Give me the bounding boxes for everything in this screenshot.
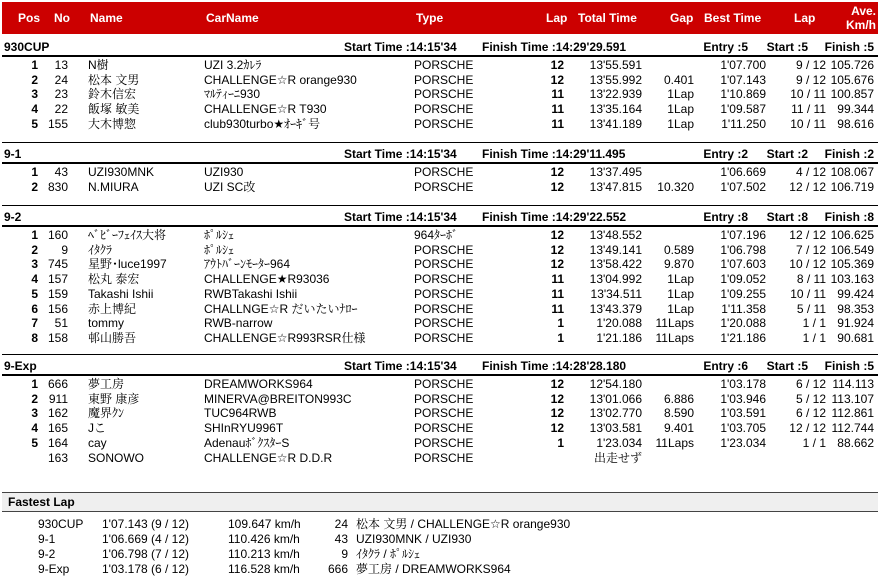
cell-no: 745 — [47, 257, 68, 271]
cell-blap: 1 / 1 — [802, 331, 826, 345]
cell-pos: 2 — [31, 73, 38, 87]
cell-type: PORSCHE — [414, 392, 474, 406]
cell-blap: 10 / 11 — [790, 117, 826, 131]
cell-car: UZI SC改 — [204, 180, 256, 194]
cell-blap: 1 / 1 — [802, 436, 826, 450]
col-best-time: Best Time — [704, 11, 762, 25]
cell-lap: 12 — [550, 421, 564, 435]
cell-blap: 9 / 12 — [795, 58, 826, 72]
cell-no: 160 — [47, 228, 68, 242]
cell-gap: 1Lap — [667, 102, 694, 116]
section-entry: Entry :5 — [703, 40, 748, 54]
cell-gap: 9.870 — [663, 257, 694, 271]
cell-name: ｲﾀｸﾗ — [88, 243, 113, 257]
cell-pos: 1 — [31, 228, 38, 242]
cell-name: 松丸 泰宏 — [88, 272, 140, 286]
cell-name: 松本 文男 — [88, 73, 140, 87]
cell-ave: 105.369 — [830, 257, 874, 271]
section-name: 9-Exp — [4, 359, 37, 373]
cell-lap: 12 — [550, 243, 564, 257]
cell-car: CHALLENGE☆R D.D.R — [204, 451, 333, 465]
section-name: 9-2 — [4, 210, 22, 224]
cell-type: PORSCHE — [414, 331, 474, 345]
cell-ave: 112.744 — [831, 421, 874, 435]
cell-total: 12'54.180 — [589, 377, 642, 391]
cell-no: 157 — [47, 272, 68, 286]
fastest-driver: 夢工房 / DREAMWORKS964 — [356, 562, 511, 576]
cell-gap: 11Laps — [655, 331, 694, 345]
cell-name: 夢工房 — [88, 377, 125, 391]
fastest-driver: UZI930MNK / UZI930 — [356, 532, 472, 546]
cell-blap: 6 / 12 — [795, 406, 826, 420]
cell-lap: 11 — [551, 102, 564, 116]
cell-lap: 12 — [550, 377, 564, 391]
fastest-speed: 110.213 km/h — [228, 547, 300, 561]
section-finish-count: Finish :8 — [824, 210, 874, 224]
section-start-time: Start Time :14:15'34 — [344, 147, 457, 161]
cell-type: PORSCHE — [414, 436, 474, 450]
cell-no: 159 — [47, 287, 68, 301]
cell-pos: 5 — [31, 436, 38, 450]
cell-ave: 113.107 — [831, 392, 874, 406]
cell-ave: 99.344 — [837, 102, 874, 116]
column-header-bar — [2, 2, 878, 34]
col-carname: CarName — [206, 11, 259, 25]
cell-ave: 112.861 — [831, 406, 874, 420]
cell-best: 1'09.052 — [720, 272, 766, 286]
cell-gap: 11Laps — [655, 436, 694, 450]
cell-best: 1'03.591 — [720, 406, 766, 420]
col-ave: Ave. — [851, 4, 876, 18]
cell-gap: 10.320 — [657, 180, 694, 194]
cell-gap: 0.589 — [663, 243, 694, 257]
cell-pos: 1 — [31, 165, 38, 179]
cell-lap: 1 — [557, 331, 564, 345]
cell-car: CHALLENGE☆R orange930 — [204, 73, 357, 87]
cell-best: 1'03.178 — [720, 377, 766, 391]
cell-type: PORSCHE — [414, 87, 474, 101]
cell-no: 164 — [47, 436, 68, 450]
cell-lap: 12 — [550, 165, 564, 179]
fastest-driver: 松本 文男 / CHALLENGE☆R orange930 — [356, 517, 571, 531]
cell-gap: 1Lap — [667, 87, 694, 101]
section-start-count: Start :5 — [766, 40, 808, 54]
col-lap: Lap — [546, 11, 568, 25]
cell-pos: 8 — [31, 331, 38, 345]
col-no: No — [54, 11, 70, 25]
cell-pos: 3 — [31, 406, 38, 420]
cell-pos: 2 — [31, 392, 38, 406]
cell-lap: 1 — [557, 436, 564, 450]
fastest-no: 666 — [327, 562, 348, 576]
cell-name: 飯塚 敏美 — [88, 102, 140, 116]
cell-type: PORSCHE — [414, 243, 474, 257]
cell-pos: 2 — [31, 180, 38, 194]
cell-name: SONOWO — [88, 451, 144, 465]
cell-no: 24 — [54, 73, 68, 87]
cell-ave: 105.676 — [830, 73, 874, 87]
cell-lap: 11 — [551, 87, 564, 101]
fastest-no: 9 — [341, 547, 348, 561]
cell-name: 東野 康彦 — [88, 392, 140, 406]
cell-ave: 106.549 — [830, 243, 874, 257]
fastest-cls: 9-Exp — [38, 562, 70, 576]
cell-no: 51 — [54, 316, 68, 330]
cell-pos: 5 — [31, 117, 38, 131]
cell-name: 鈴木信宏 — [88, 87, 137, 101]
cell-lap: 12 — [550, 228, 564, 242]
cell-total: 1'20.088 — [596, 316, 642, 330]
fastest-time: 1'06.798 (7 / 12) — [102, 547, 190, 561]
cell-car: MINERVA@BREITON993C — [204, 392, 352, 406]
section-start-time: Start Time :14:15'34 — [344, 210, 457, 224]
cell-ave: 100.857 — [830, 87, 874, 101]
cell-total: 13'03.581 — [589, 421, 642, 435]
cell-lap: 11 — [551, 272, 564, 286]
cell-best: 1'11.358 — [721, 302, 766, 316]
cell-type: PORSCHE — [414, 316, 474, 330]
cell-car: ﾎﾟﾙｼｪ — [204, 228, 235, 242]
cell-name: Jこ — [88, 421, 107, 435]
cell-lap: 12 — [550, 58, 564, 72]
section-finish-time: Finish Time :14:29'22.552 — [482, 210, 627, 224]
cell-best: 1'09.255 — [720, 287, 766, 301]
cell-type: PORSCHE — [414, 73, 474, 87]
cell-best: 1'07.502 — [720, 180, 766, 194]
cell-blap: 5 / 12 — [795, 392, 826, 406]
cell-total: 13'01.066 — [589, 392, 642, 406]
cell-pos: 2 — [31, 243, 38, 257]
cell-type: PORSCHE — [414, 421, 474, 435]
fastest-no: 24 — [334, 517, 348, 531]
cell-car: RWB-narrow — [204, 316, 273, 330]
section-separator — [2, 354, 878, 355]
cell-name: 大木博惣 — [88, 117, 137, 131]
cell-best: 1'23.034 — [720, 436, 766, 450]
cell-car: TUC964RWB — [204, 406, 277, 420]
cell-type: PORSCHE — [414, 180, 474, 194]
cell-gap: 1Lap — [667, 117, 694, 131]
section-finish-count: Finish :5 — [824, 40, 874, 54]
cell-ave: 99.424 — [837, 287, 874, 301]
cell-name: cay — [88, 436, 107, 450]
col-name: Name — [90, 11, 123, 25]
cell-gap: 9.401 — [663, 421, 694, 435]
cell-type: 964ﾀｰﾎﾞ — [414, 228, 459, 242]
fastest-lap-header — [2, 492, 878, 512]
cell-ave: 98.616 — [837, 117, 874, 131]
cell-blap: 10 / 12 — [789, 257, 826, 271]
fastest-time: 1'03.178 (6 / 12) — [102, 562, 190, 576]
cell-car: club930turbo★ｵｰｷﾞ号 — [204, 117, 321, 131]
cell-best: 1'10.869 — [720, 87, 766, 101]
cell-best: 1'11.250 — [721, 117, 766, 131]
cell-total: 13'55.591 — [589, 58, 642, 72]
cell-lap: 12 — [550, 257, 564, 271]
cell-total: 13'04.992 — [589, 272, 642, 286]
cell-gap: 1Lap — [667, 272, 694, 286]
fastest-cls: 9-2 — [38, 547, 56, 561]
cell-best: 1'03.705 — [720, 421, 766, 435]
cell-car: RWBTakashi Ishii — [204, 287, 298, 301]
fastest-time: 1'07.143 (9 / 12) — [102, 517, 190, 531]
cell-total: 13'37.495 — [589, 165, 642, 179]
cell-name: Takashi Ishii — [88, 287, 154, 301]
cell-car: UZI 3.2ｶﾚﾗ — [204, 58, 262, 72]
cell-lap: 12 — [550, 180, 564, 194]
cell-car: CHALLNGE☆R だいたいﾅﾛｰ — [204, 302, 358, 316]
cell-total: 13'47.815 — [589, 180, 642, 194]
cell-name: 邨山勝吾 — [88, 331, 137, 345]
cell-type: PORSCHE — [414, 302, 474, 316]
cell-car: AdenauﾎﾞｸｽﾀｰS — [204, 436, 290, 450]
col-best-lap: Lap — [794, 11, 816, 25]
cell-total: 13'22.939 — [589, 87, 642, 101]
cell-lap: 12 — [550, 392, 564, 406]
cell-lap: 11 — [551, 302, 564, 316]
cell-pos: 4 — [31, 102, 38, 116]
cell-no: 162 — [47, 406, 68, 420]
col-type: Type — [416, 11, 444, 25]
cell-type: PORSCHE — [414, 102, 474, 116]
cell-lap: 12 — [550, 406, 564, 420]
col-kmh: Km/h — [846, 18, 876, 32]
cell-best: 1'06.669 — [720, 165, 766, 179]
cell-gap: 1Lap — [667, 302, 694, 316]
cell-no: 9 — [61, 243, 68, 257]
cell-no: 23 — [54, 87, 68, 101]
cell-gap: 11Laps — [655, 316, 694, 330]
section-start-time: Start Time :14:15'34 — [344, 40, 457, 54]
cell-total: 13'43.379 — [589, 302, 642, 316]
fastest-lap-title: Fastest Lap — [8, 495, 75, 509]
cell-no: 156 — [47, 302, 68, 316]
fastest-cls: 930CUP — [38, 517, 84, 531]
cell-total: 13'34.511 — [590, 287, 642, 301]
cell-lap: 12 — [550, 73, 564, 87]
cell-type: PORSCHE — [414, 272, 474, 286]
section-finish-time: Finish Time :14:28'28.180 — [482, 359, 627, 373]
cell-best: 1'07.143 — [720, 73, 766, 87]
cell-name: N樹 — [88, 58, 109, 72]
cell-lap: 11 — [551, 117, 564, 131]
cell-pos: 4 — [31, 421, 38, 435]
cell-blap: 7 / 12 — [795, 243, 826, 257]
cell-total: 13'41.189 — [589, 117, 642, 131]
fastest-driver: ｲﾀｸﾗ / ﾎﾟﾙｼｪ — [356, 547, 421, 561]
cell-car: CHALLENGE☆R T930 — [204, 102, 327, 116]
section-start-count: Start :8 — [766, 210, 808, 224]
cell-ave: 106.625 — [830, 228, 874, 242]
cell-gap: 0.401 — [663, 73, 694, 87]
cell-name: 星野･luce1997 — [88, 257, 167, 271]
cell-ave: 88.662 — [837, 436, 874, 450]
cell-best: 1'07.196 — [720, 228, 766, 242]
cell-blap: 9 / 12 — [795, 73, 826, 87]
cell-blap: 5 / 11 — [796, 302, 826, 316]
fastest-speed: 109.647 km/h — [228, 517, 301, 531]
section-divider — [2, 162, 878, 164]
fastest-speed: 110.426 km/h — [228, 532, 300, 546]
cell-pos: 6 — [31, 302, 38, 316]
cell-ave: 106.719 — [830, 180, 874, 194]
cell-gap: 1Lap — [667, 287, 694, 301]
section-divider — [2, 374, 878, 376]
section-start-time: Start Time :14:15'34 — [344, 359, 457, 373]
section-separator — [2, 142, 878, 143]
fastest-speed: 116.528 km/h — [228, 562, 300, 576]
cell-car: CHALLENGE★R93036 — [204, 272, 330, 286]
cell-car: UZI930 — [204, 165, 244, 179]
section-finish-time: Finish Time :14:29'11.495 — [482, 147, 626, 161]
cell-total: 13'58.422 — [589, 257, 642, 271]
section-entry: Entry :8 — [703, 210, 748, 224]
cell-blap: 10 / 11 — [790, 287, 826, 301]
cell-best: 1'06.798 — [720, 243, 766, 257]
cell-no: 22 — [54, 102, 68, 116]
cell-total: 13'35.164 — [589, 102, 642, 116]
cell-pos: 1 — [31, 58, 38, 72]
cell-blap: 4 / 12 — [795, 165, 826, 179]
cell-car: ｱｳﾄﾊﾞｰﾝﾓｰﾀｰ964 — [204, 257, 291, 271]
cell-ave: 98.353 — [837, 302, 874, 316]
cell-pos: 4 — [31, 272, 38, 286]
cell-gap: 8.590 — [663, 406, 694, 420]
cell-no: 43 — [54, 165, 68, 179]
cell-blap: 12 / 12 — [789, 228, 826, 242]
cell-no: 830 — [47, 180, 68, 194]
section-name: 930CUP — [4, 40, 50, 54]
cell-type: PORSCHE — [414, 257, 474, 271]
section-entry: Entry :6 — [703, 359, 748, 373]
cell-best: 1'21.186 — [720, 331, 766, 345]
cell-pos: 7 — [31, 316, 38, 330]
cell-ave: 90.681 — [837, 331, 874, 345]
cell-blap: 8 / 11 — [796, 272, 826, 286]
cell-total: 1'23.034 — [596, 436, 642, 450]
cell-best: 1'07.603 — [720, 257, 766, 271]
section-entry: Entry :2 — [703, 147, 748, 161]
cell-type: PORSCHE — [414, 451, 474, 465]
cell-no: 13 — [54, 58, 68, 72]
fastest-time: 1'06.669 (4 / 12) — [102, 532, 190, 546]
cell-total: 13'49.141 — [589, 243, 642, 257]
cell-pos: 1 — [31, 377, 38, 391]
cell-best: 1'09.587 — [720, 102, 766, 116]
section-divider — [2, 225, 878, 227]
cell-no: 165 — [47, 421, 68, 435]
fastest-cls: 9-1 — [38, 532, 56, 546]
cell-total: 13'55.992 — [589, 73, 642, 87]
cell-car: ﾎﾟﾙｼｪ — [204, 243, 235, 257]
section-finish-count: Finish :2 — [824, 147, 874, 161]
fastest-no: 43 — [334, 532, 348, 546]
cell-no: 155 — [47, 117, 68, 131]
col-gap: Gap — [670, 11, 694, 25]
cell-name: UZI930MNK — [88, 165, 155, 179]
cell-name: 魔界ｸﾝ — [88, 406, 125, 420]
cell-ave: 103.163 — [830, 272, 874, 286]
cell-car: DREAMWORKS964 — [204, 377, 313, 391]
cell-name: 赤上博紀 — [88, 302, 137, 316]
cell-no: 158 — [47, 331, 68, 345]
cell-best: 1'07.700 — [720, 58, 766, 72]
section-separator — [2, 205, 878, 206]
section-divider — [2, 55, 878, 57]
cell-pos: 3 — [31, 87, 38, 101]
cell-blap: 1 / 1 — [802, 316, 826, 330]
cell-blap: 12 / 12 — [789, 421, 826, 435]
cell-total: 13'02.770 — [589, 406, 642, 420]
cell-type: PORSCHE — [414, 406, 474, 420]
cell-blap: 12 / 12 — [789, 180, 826, 194]
cell-blap: 10 / 11 — [790, 87, 826, 101]
cell-total: 13'48.552 — [589, 228, 642, 242]
col-total-time: Total Time — [578, 11, 637, 25]
section-name: 9-1 — [4, 147, 22, 161]
cell-car: SHInRYU996T — [204, 421, 284, 435]
section-start-count: Start :2 — [766, 147, 808, 161]
cell-no: 911 — [48, 392, 68, 406]
cell-type: PORSCHE — [414, 377, 474, 391]
cell-name: N.MIURA — [88, 180, 139, 194]
cell-ave: 108.067 — [830, 165, 874, 179]
cell-name: ﾍﾞﾋﾞｰﾌｪｲｽ大将 — [88, 228, 167, 242]
cell-ave: 105.726 — [830, 58, 874, 72]
cell-no: 163 — [47, 451, 68, 465]
cell-pos: 5 — [31, 287, 38, 301]
cell-lap: 1 — [557, 316, 564, 330]
cell-type: PORSCHE — [414, 117, 474, 131]
cell-best: 1'03.946 — [720, 392, 766, 406]
cell-type: PORSCHE — [414, 287, 474, 301]
section-finish-count: Finish :5 — [824, 359, 874, 373]
cell-gap: 6.886 — [663, 392, 694, 406]
cell-type: PORSCHE — [414, 165, 474, 179]
cell-ave: 114.113 — [832, 377, 874, 391]
cell-type: PORSCHE — [414, 58, 474, 72]
cell-blap: 11 / 11 — [791, 102, 826, 116]
section-finish-time: Finish Time :14:29'29.591 — [482, 40, 627, 54]
section-start-count: Start :5 — [766, 359, 808, 373]
cell-car: ﾏﾙﾃｨｰﾆ930 — [204, 87, 261, 101]
cell-ave: 91.924 — [837, 316, 874, 330]
cell-car: CHALLENGE☆R993RSR仕様 — [204, 331, 366, 345]
col-pos: Pos — [18, 11, 41, 25]
cell-lap: 11 — [551, 287, 564, 301]
cell-total: 出走せず — [593, 451, 642, 465]
cell-blap: 6 / 12 — [795, 377, 826, 391]
cell-total: 1'21.186 — [596, 331, 642, 345]
cell-best: 1'20.088 — [720, 316, 766, 330]
cell-pos: 3 — [31, 257, 38, 271]
cell-no: 666 — [47, 377, 68, 391]
cell-name: tommy — [88, 316, 124, 330]
